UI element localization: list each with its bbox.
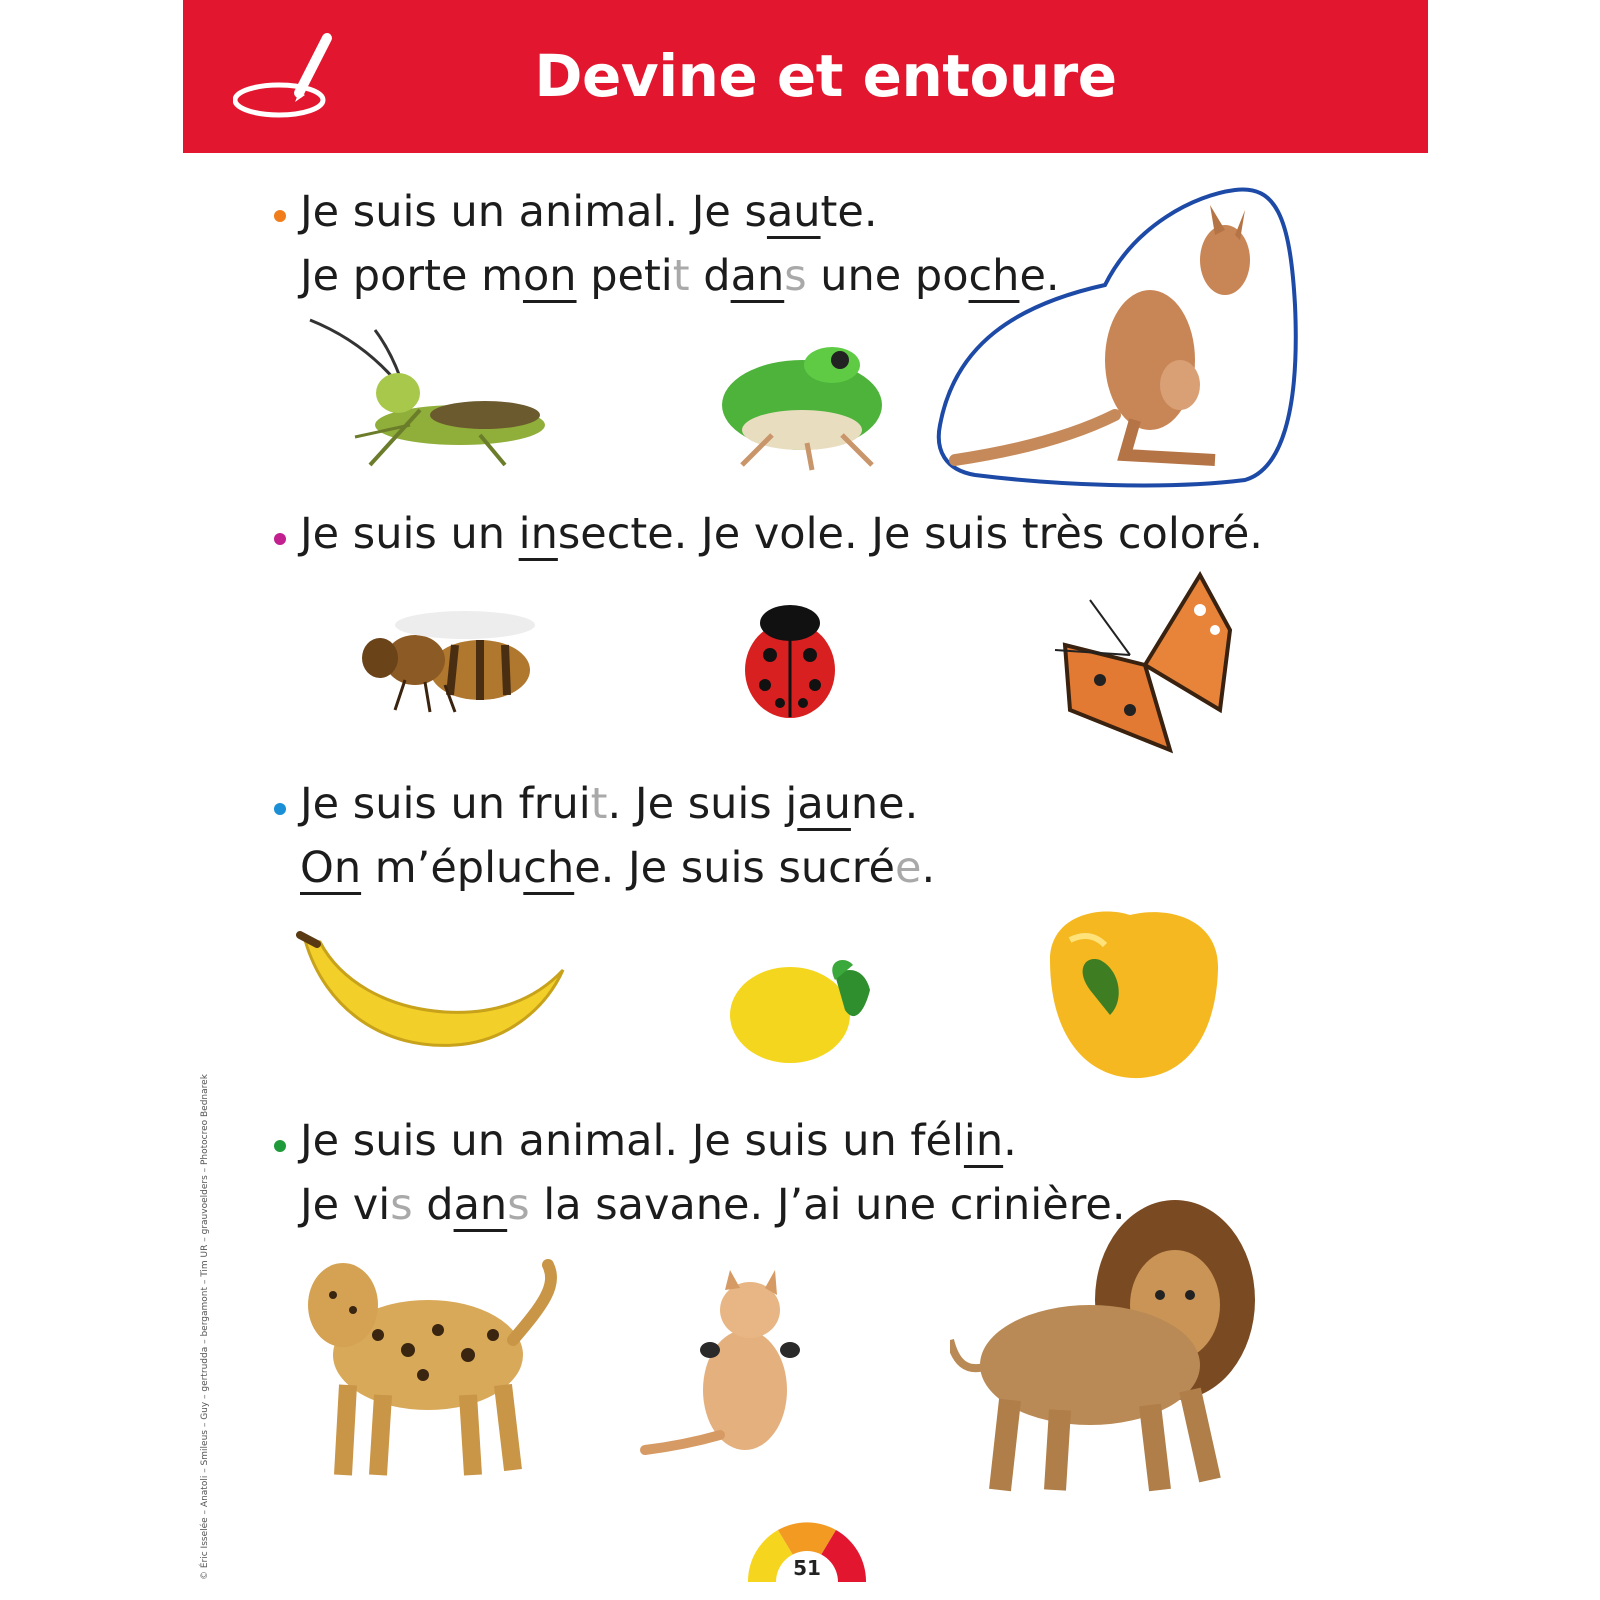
text-segment: . Je suis j <box>607 779 798 829</box>
underlined-sound: ch <box>968 251 1020 301</box>
question-3-text <box>300 772 935 900</box>
question-2-text <box>300 502 1263 566</box>
bullet-dot-3 <box>274 803 286 815</box>
underlined-sound: in <box>963 1116 1004 1166</box>
bullet-dot-1 <box>274 210 286 222</box>
page-title-text: Devine et entoure <box>534 42 1117 110</box>
text-segment: Je porte m <box>300 251 523 301</box>
underlined-sound: in <box>518 509 558 559</box>
text-segment: d <box>689 251 731 301</box>
butterfly-image[interactable] <box>1050 570 1240 755</box>
text-segment: Je suis un animal. Je suis un fél <box>300 1116 964 1166</box>
yellow-pepper-image[interactable] <box>1030 900 1225 1085</box>
underlined-sound: an <box>730 251 785 301</box>
question-3-line-1 <box>300 772 935 836</box>
frog-image[interactable] <box>712 335 887 475</box>
silent-letter: t <box>590 779 608 829</box>
silent-letter: e <box>894 843 922 893</box>
lion-image[interactable] <box>950 1190 1260 1495</box>
text-segment: d <box>412 1180 454 1230</box>
silent-letter: s <box>784 251 807 301</box>
photo-credit: © Éric Isselée – Anatoli – Smileus – Guy – gertrudda – bergamont – Tim UR – grauvoelders – Photocreo Bednarek <box>200 1074 210 1580</box>
kangaroo-image[interactable] <box>935 185 1305 490</box>
banana-image[interactable] <box>295 930 570 1070</box>
silent-letter: t <box>672 251 690 301</box>
text-segment: . <box>1003 1116 1017 1166</box>
silent-letter: s <box>507 1180 530 1230</box>
text-segment: e. <box>1019 251 1060 301</box>
leopard-image[interactable] <box>298 1245 563 1485</box>
question-3-line-2 <box>300 836 935 900</box>
text-segment: Je suis un animal. Je s <box>300 187 767 237</box>
bullet-dot-2 <box>274 533 286 545</box>
bullet-dot-4 <box>274 1140 286 1152</box>
text-segment: Je suis un frui <box>300 779 591 829</box>
text-segment: peti <box>576 251 673 301</box>
underlined-sound: au <box>797 779 851 829</box>
text-segment: ne. <box>850 779 919 829</box>
underlined-sound: ch <box>523 843 575 893</box>
underlined-sound: On <box>300 843 362 893</box>
text-segment: te. <box>820 187 878 237</box>
text-segment: m’éplu <box>361 843 524 893</box>
underlined-sound: au <box>766 187 821 237</box>
question-2-line-1 <box>300 502 1263 566</box>
text-segment: . <box>921 843 936 893</box>
page-title <box>183 42 1428 110</box>
silent-letter: s <box>390 1180 413 1230</box>
bee-image[interactable] <box>345 600 545 720</box>
text-segment: secte. Je vole. Je suis très coloré. <box>557 509 1263 559</box>
question-4-line-1 <box>300 1109 1126 1173</box>
header-banner <box>183 0 1428 153</box>
underlined-sound: an <box>453 1180 508 1230</box>
text-segment: la savane. J’ai une crinière. <box>529 1180 1126 1230</box>
text-segment: e. Je suis sucré <box>574 843 895 893</box>
text-segment: Je suis un <box>300 509 519 559</box>
text-segment: une po <box>806 251 969 301</box>
page-number: 51 <box>793 1556 821 1580</box>
ladybug-image[interactable] <box>735 595 850 725</box>
underlined-sound: on <box>522 251 577 301</box>
grasshopper-image[interactable] <box>300 315 550 475</box>
text-segment: Je vi <box>300 1180 391 1230</box>
kitten-image[interactable] <box>635 1270 810 1460</box>
lemon-image[interactable] <box>725 950 880 1070</box>
